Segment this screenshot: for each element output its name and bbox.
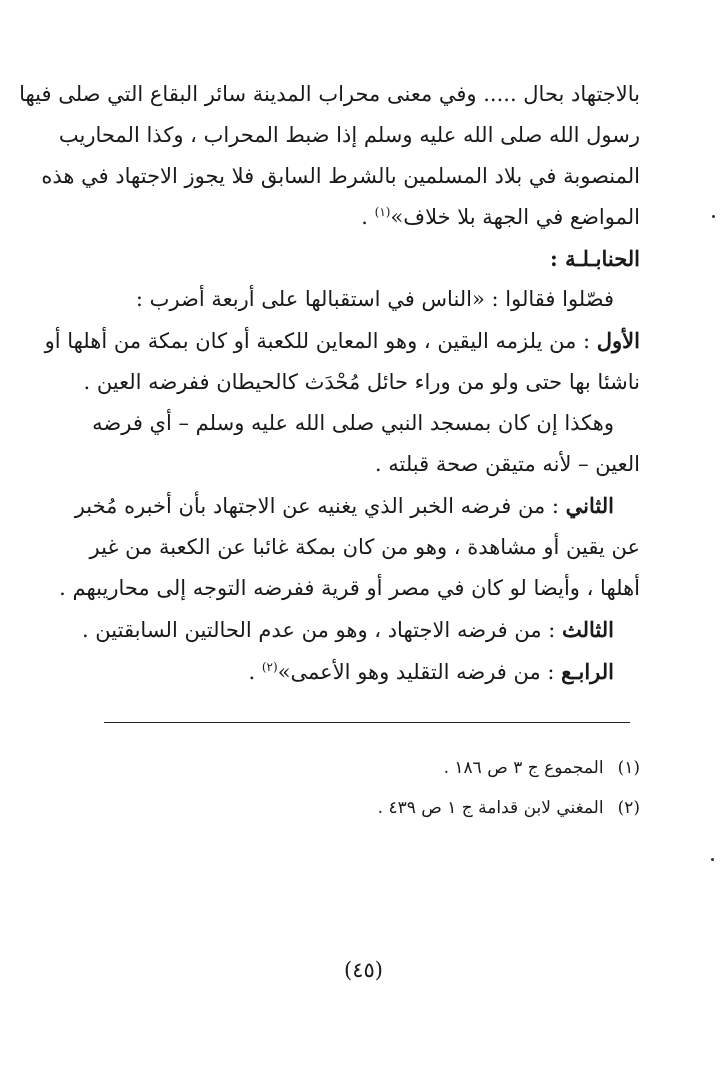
text-line: رسول الله صلى الله عليه وسلم إذا ضبط المحراب ، وكذا المحاريب <box>58 123 640 147</box>
text-span: : من فرضه الاجتهاد ، وهو من عدم الحالتين السابقتين . <box>81 618 562 642</box>
text-span: . <box>361 205 375 229</box>
main-text <box>19 74 640 693</box>
footnote-item <box>96 788 640 828</box>
item-label: الرابـع <box>561 659 614 684</box>
text-line: أهلها ، وأيضا لو كان في مصر أو قرية ففرضه التوجه إلى محاريبهم . <box>59 576 640 600</box>
text-line: فصّلوا فقالوا : «الناس في استقبالها على أربعة أضرب : <box>135 287 614 311</box>
text-line <box>96 651 640 693</box>
item-label: الأول <box>596 328 640 353</box>
footnote-number: (٢) <box>617 798 640 818</box>
footnotes <box>96 748 640 828</box>
text-line: ناشئا بها حتى ولو من وراء حائل مُحْدَث كالحيطان ففرضه العين . <box>83 370 640 394</box>
footnote-ref: (١) <box>374 205 391 219</box>
text-span: : من فرضه التقليد وهو الأعمى» <box>277 660 562 684</box>
footnote-item <box>96 748 640 788</box>
text-span: المواضع في الجهة بلا خلاف» <box>390 205 640 229</box>
text-line: المنصوبة في بلاد المسلمين بالشرط السابق فلا يجوز الاجتهاد في هذه <box>41 164 640 188</box>
text-line: بالاجتهاد بحال ..... وفي معنى محراب المدينة سائر البقاع التي صلى فيها <box>19 82 640 106</box>
item-label: الثالث <box>562 617 614 642</box>
footnote-divider <box>104 722 630 723</box>
text-span: : من يلزمه اليقين ، وهو المعاين للكعبة أو كان بمكة من أهلها أو <box>44 329 597 353</box>
text-span: . <box>248 660 262 684</box>
text-line: عن يقين أو مشاهدة ، وهو من كان بمكة غائبا عن الكعبة من غير <box>89 535 640 559</box>
footnote-ref: (٢) <box>261 660 278 674</box>
text-line <box>81 609 640 651</box>
text-line <box>44 320 640 362</box>
footnote-number: (١) <box>617 758 640 778</box>
scan-speck <box>711 858 714 861</box>
text-span: : من فرضه الخبر الذي يغنيه عن الاجتهاد بأن أخبره مُخبر <box>74 494 566 518</box>
text-line: العين – لأنه متيقن صحة قبلته . <box>374 452 640 476</box>
section-heading: الحنابـلـة : <box>550 246 640 271</box>
text-line: وهكذا إن كان بمسجد النبي صلى الله عليه وسلم – أي فرضه <box>92 411 614 435</box>
text-line <box>96 197 640 238</box>
scan-speck <box>712 215 715 218</box>
footnote-text: المجموع ج ٣ ص ١٨٦ . <box>443 758 604 778</box>
text-line <box>74 485 640 527</box>
item-label: الثاني <box>565 493 614 518</box>
footnote-text: المغني لابن قدامة ج ١ ص ٤٣٩ . <box>377 798 604 818</box>
page-number: (٤٥) <box>344 958 383 982</box>
